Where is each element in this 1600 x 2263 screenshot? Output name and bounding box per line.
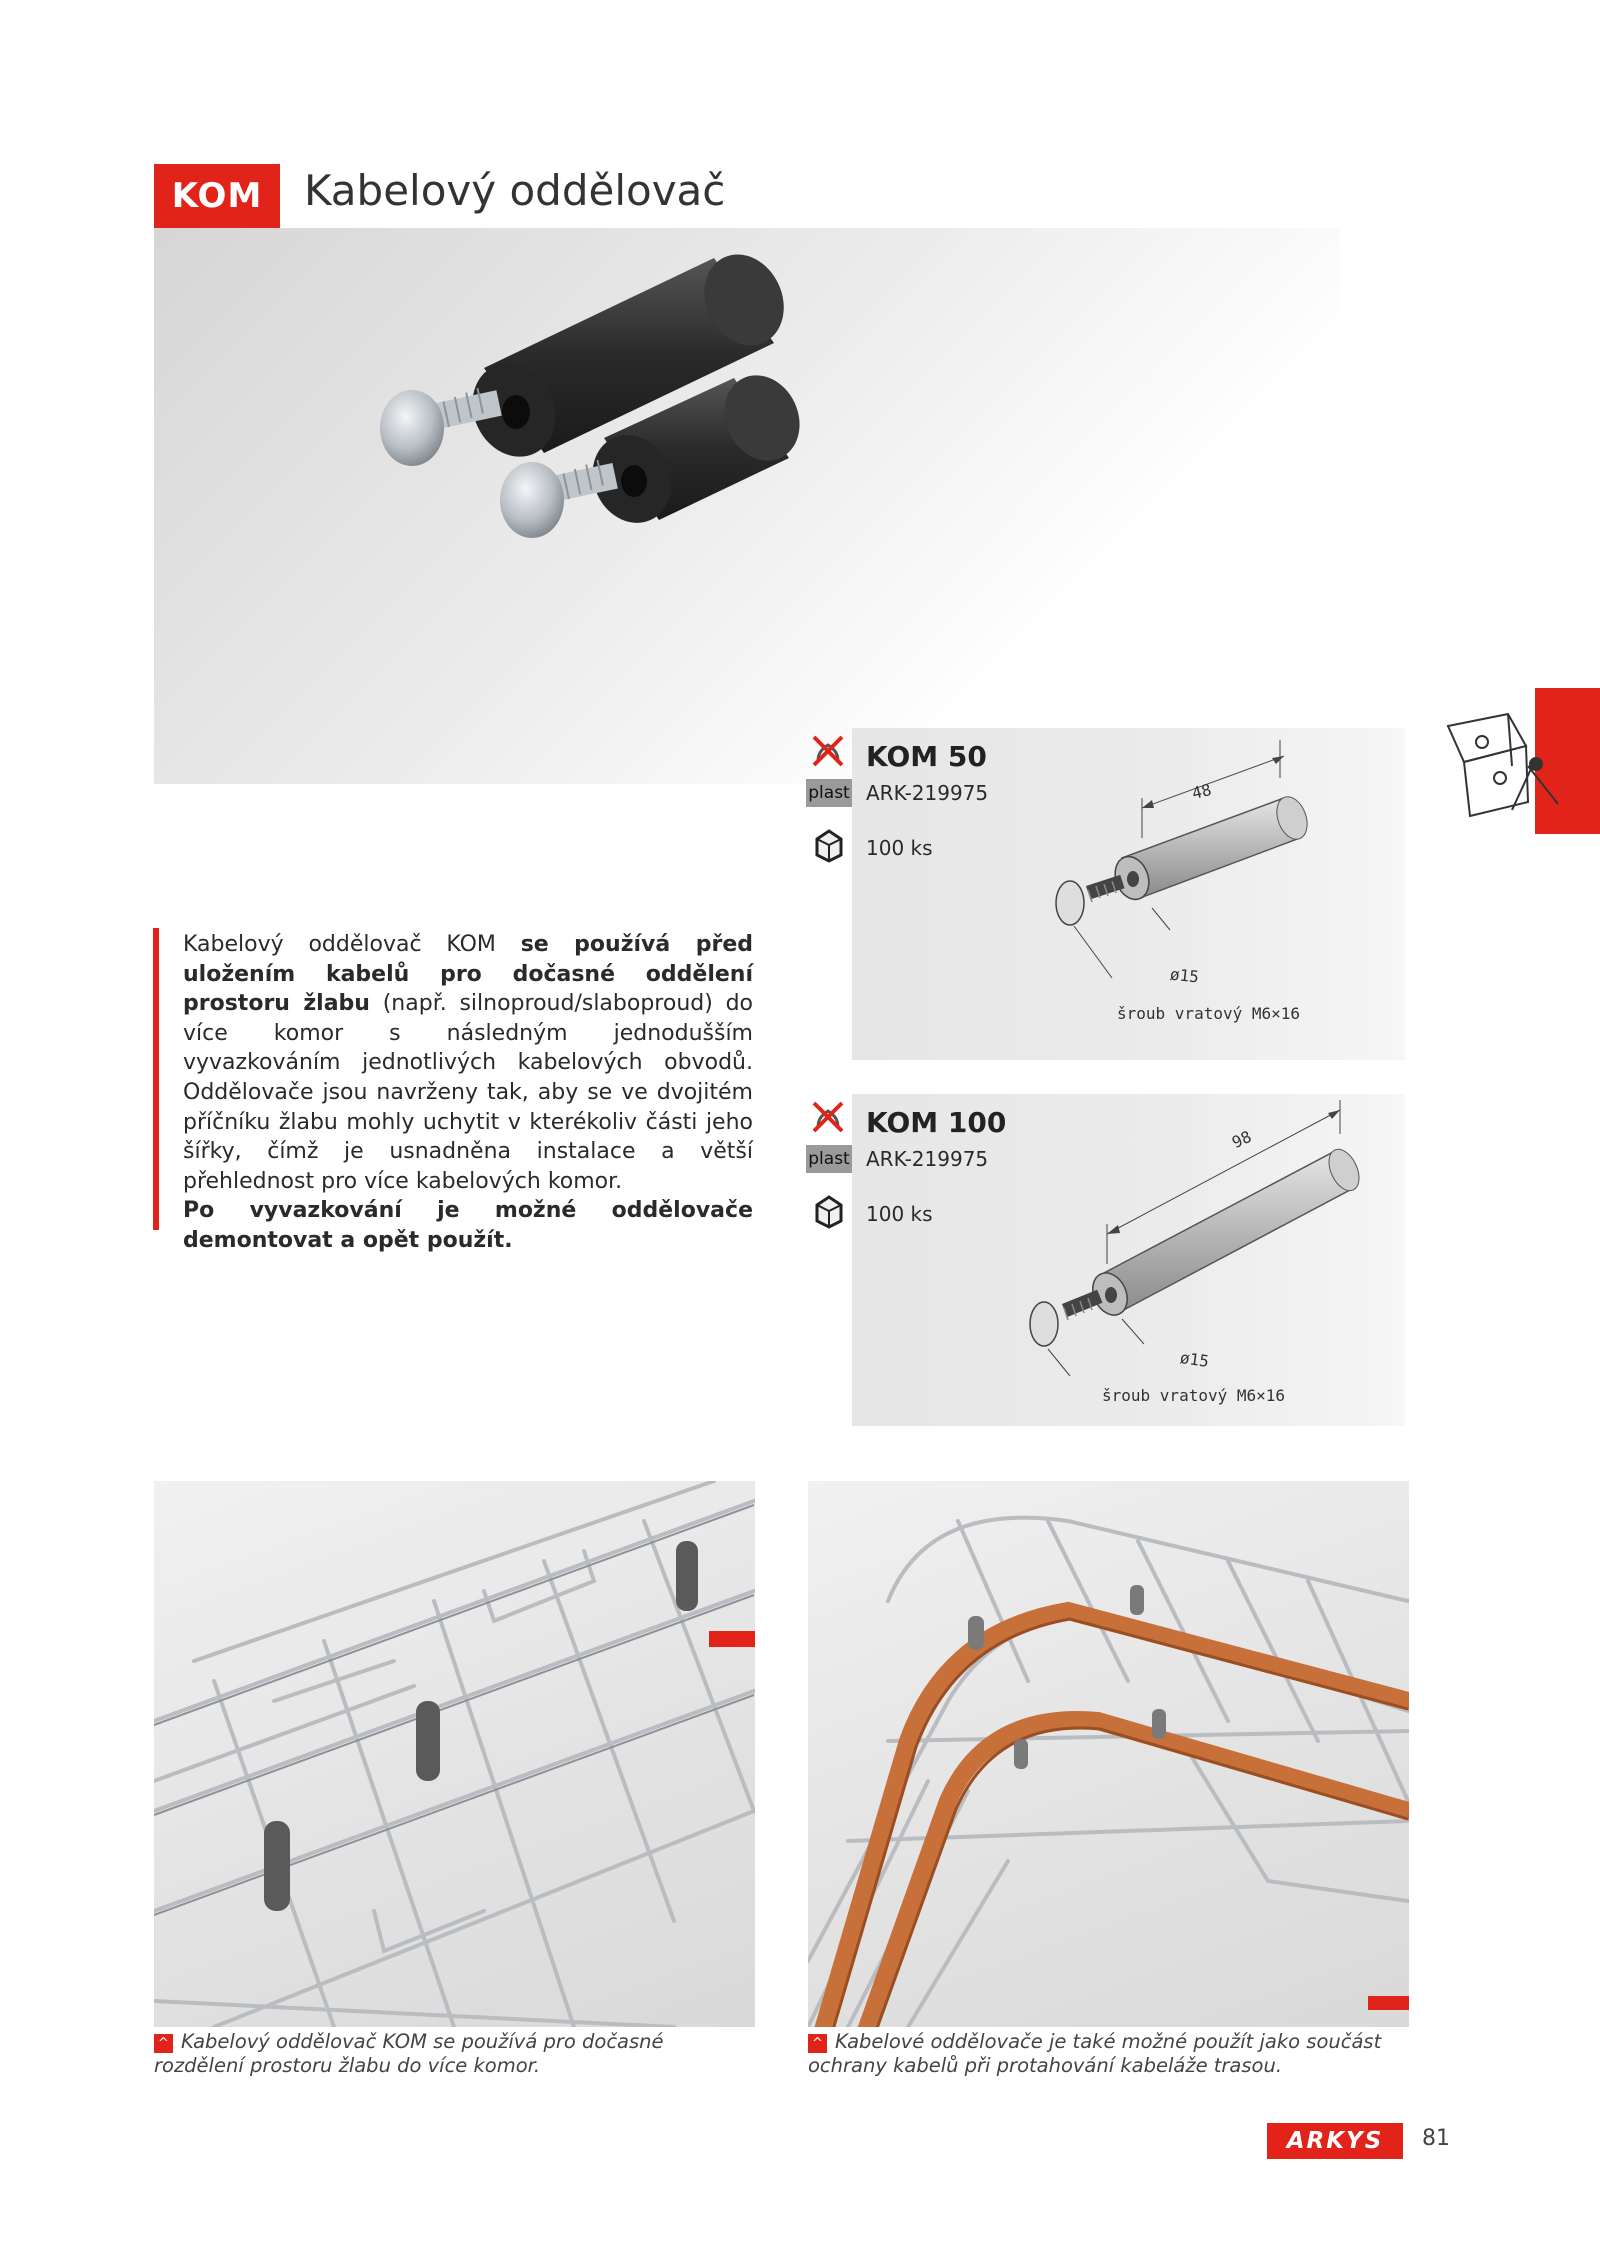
dimension-diameter: ø15 <box>1178 1348 1211 1371</box>
product-code: ARK-219975 <box>866 1147 989 1171</box>
caption-2-text: Kabelové oddělovače je také možné použít jako součást ochrany kabelů při protahování kabeláže trasou. <box>808 2030 1382 2077</box>
product-description <box>183 930 753 1256</box>
kom100-drawing <box>852 1094 1405 1426</box>
material-badge: plast <box>806 779 852 807</box>
screw-label: šroub vratový M6×16 <box>1117 1004 1301 1023</box>
photo-tray-cables <box>808 1481 1409 2027</box>
description-text-rest: (např. silnoproud/slaboproud) do více komor s následným jednodušším vyvazkováním jednotlivých kabelových obvodů. Oddělovače jsou navrženy tak, aby se ve dvojitém příčníku žlabu mohly uchytit v kterékoliv části jeho šířky, čímž je usnadněna instalace a větší přehlednost pro více kabelových komor. <box>183 991 753 1194</box>
caption-arrow-icon: ^ <box>808 2034 827 2053</box>
material-badge: plast <box>806 1145 852 1173</box>
product-code: ARK-219975 <box>866 781 989 805</box>
description-text: Kabelový oddělovač KOM <box>183 932 521 957</box>
screw-label: šroub vratový M6×16 <box>1102 1386 1286 1405</box>
page-title: Kabelový oddělovač <box>304 166 726 215</box>
dimension-length: 48 <box>1189 779 1214 804</box>
page-number: 81 <box>1422 2126 1450 2151</box>
photo-tray-separators <box>154 1481 755 2027</box>
dimension-diameter: ø15 <box>1169 964 1200 987</box>
caption-2 <box>808 2030 1408 2078</box>
description-reuse-note: Po vyvazkování je možné oddělovače demontovat a opět použít. <box>183 1198 753 1253</box>
description-accent-bar <box>153 928 159 1230</box>
description-highlight: se používá před uložením kabelů pro dočasné oddělení prostoru žlabu <box>183 932 753 1017</box>
package-quantity: 100 ks <box>866 836 933 860</box>
brand-logo: ARKYS <box>1267 2123 1403 2159</box>
section-badge: KOM <box>154 164 280 228</box>
product-name: KOM 100 <box>866 1106 1007 1139</box>
product-card-kom50 <box>852 728 1405 1060</box>
product-name: KOM 50 <box>866 740 987 773</box>
caption-arrow-icon: ^ <box>154 2034 173 2053</box>
package-icon <box>811 1193 847 1233</box>
package-icon <box>811 827 847 867</box>
mounting-bracket-icon <box>1440 706 1600 840</box>
caption-1 <box>154 2030 754 2078</box>
product-card-kom100 <box>852 1094 1405 1426</box>
separator-product-render <box>154 228 1340 784</box>
not-for-food-icon <box>810 1099 846 1139</box>
hero-image <box>154 228 1340 784</box>
package-quantity: 100 ks <box>866 1202 933 1226</box>
caption-1-text: Kabelový oddělovač KOM se používá pro dočasné rozdělení prostoru žlabu do více komor. <box>154 2030 664 2077</box>
not-for-food-icon <box>810 733 846 773</box>
dimension-length: 98 <box>1228 1126 1255 1153</box>
